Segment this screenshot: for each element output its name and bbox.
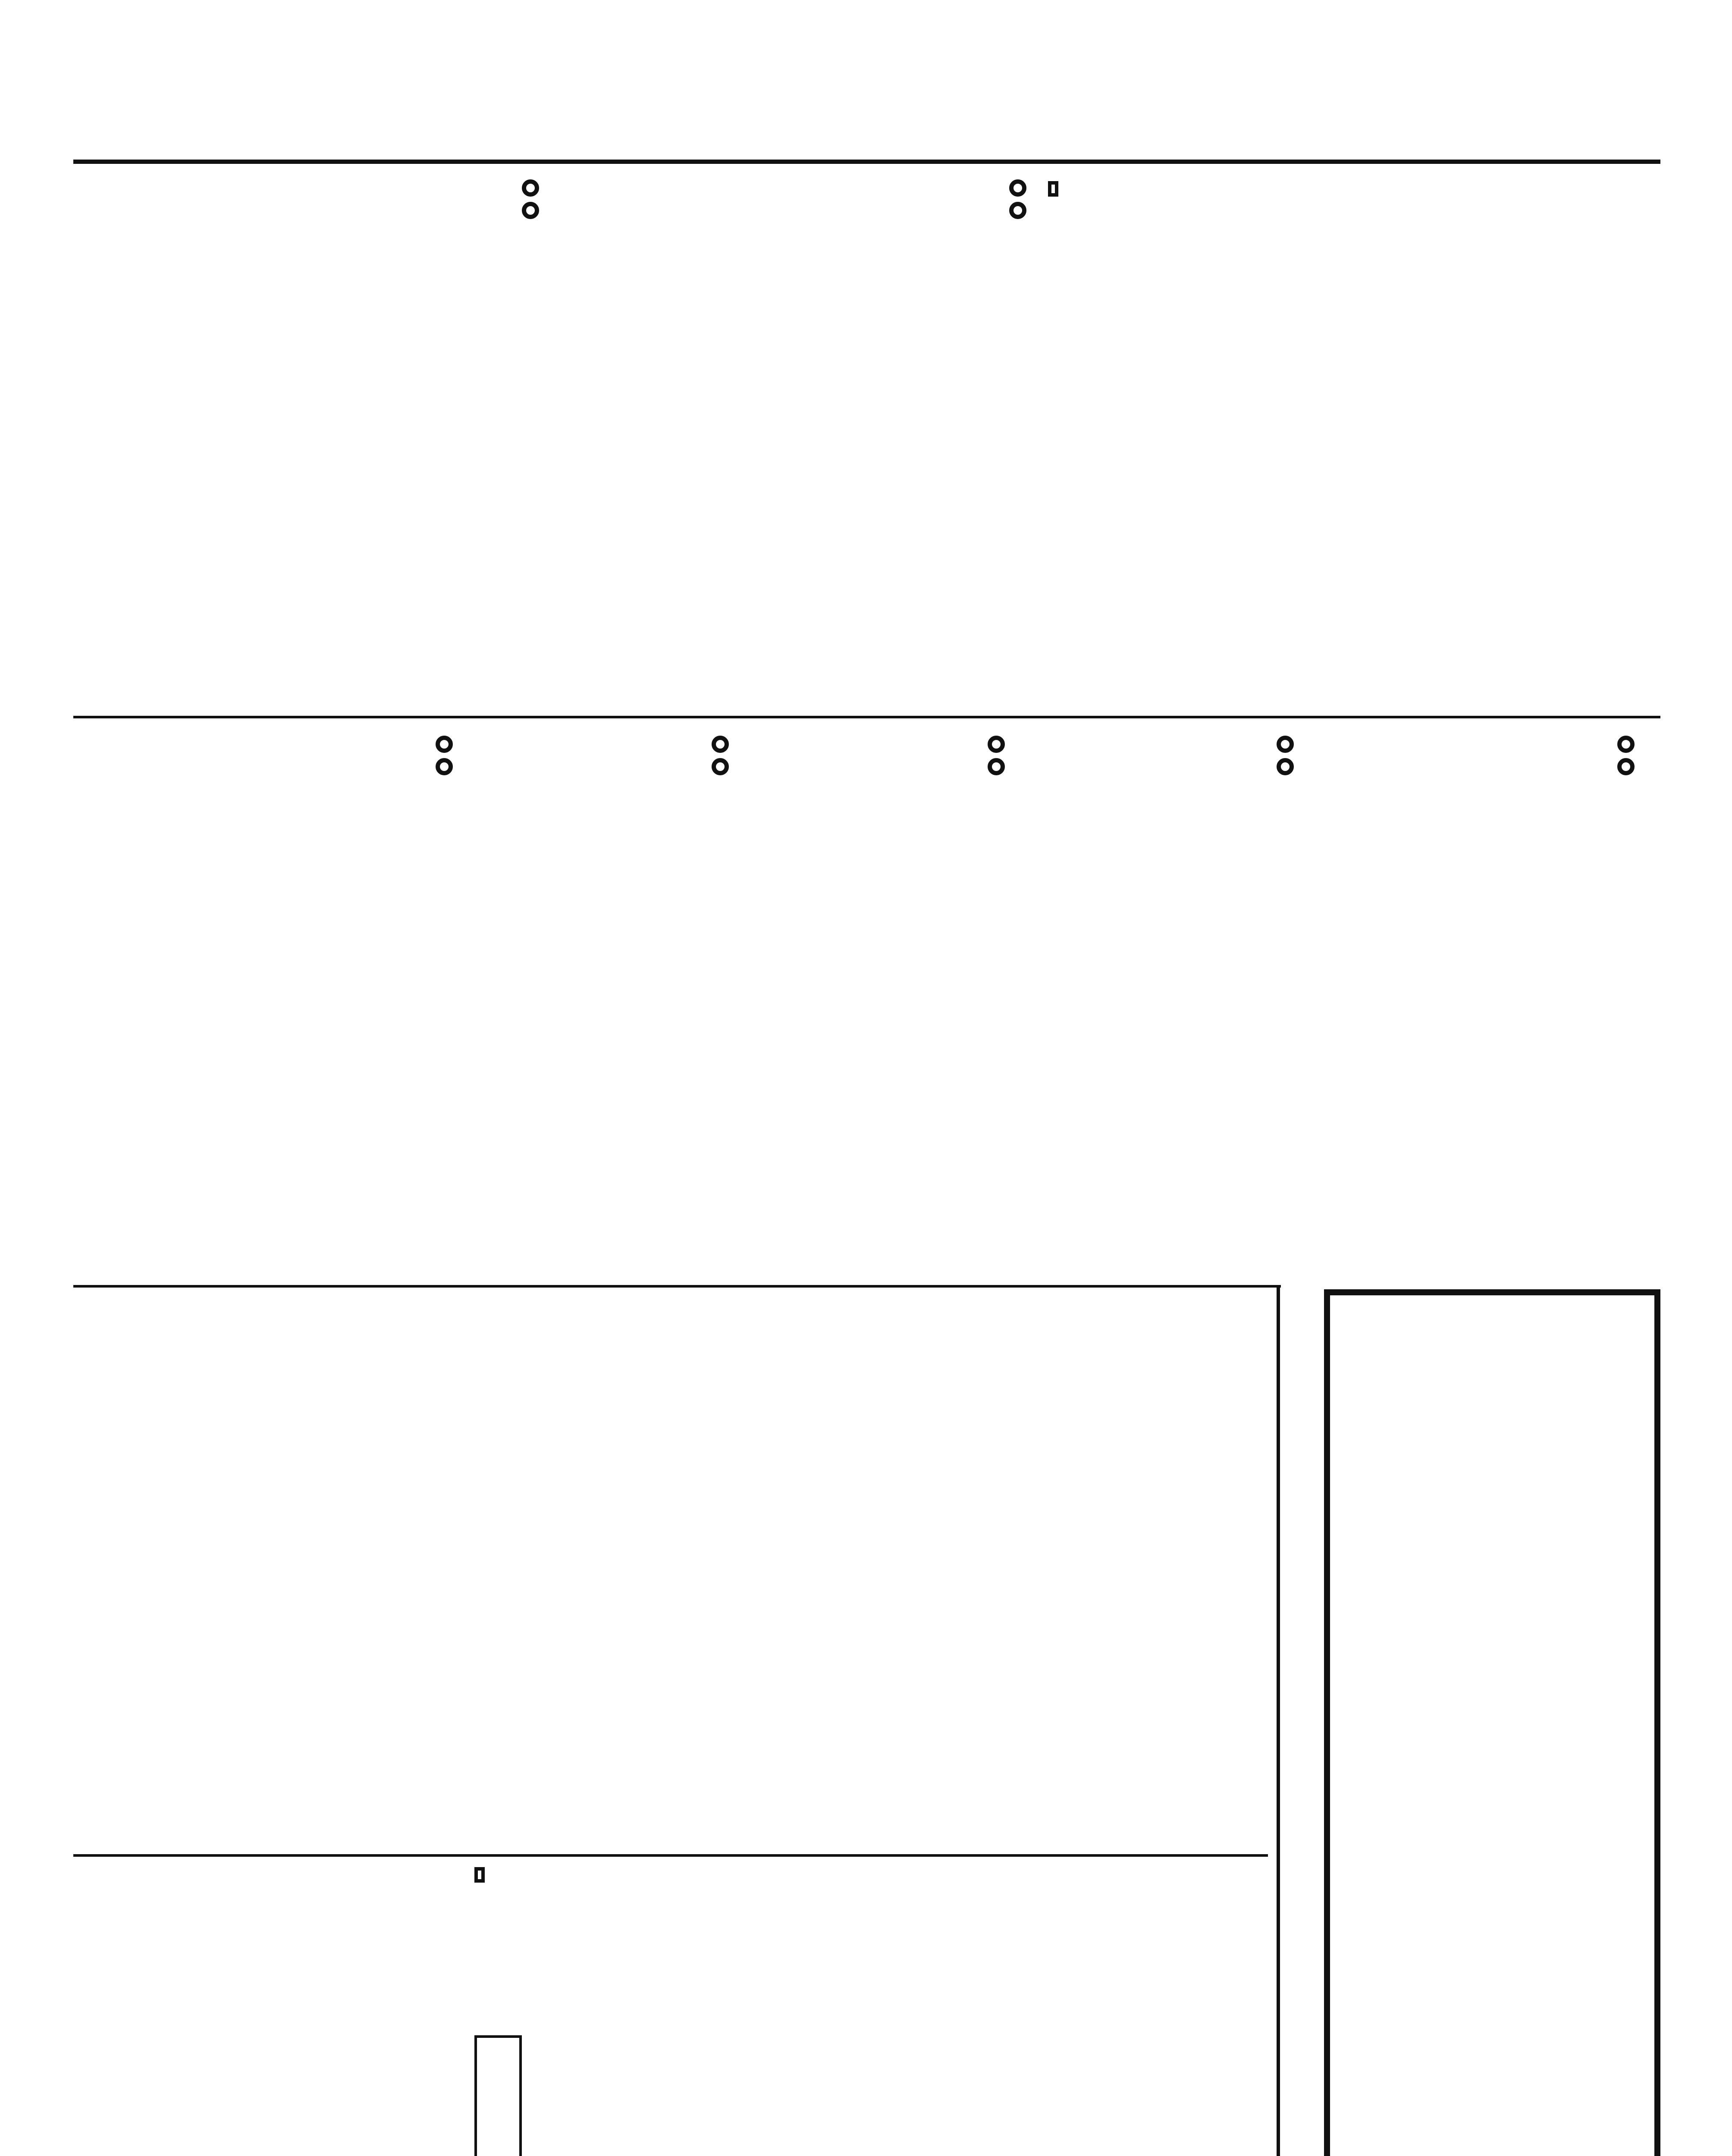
bottom-left-stamp xyxy=(474,2035,522,2156)
row-rule-3 xyxy=(73,1854,1268,1857)
bullet-icon xyxy=(1277,736,1294,753)
bullet-icon xyxy=(522,202,539,219)
small-ad-c-text xyxy=(82,1294,328,1846)
bottom-left-text xyxy=(185,1867,466,2156)
factional-strife-text xyxy=(556,168,992,711)
strike-headline xyxy=(699,733,742,778)
section-header xyxy=(1048,181,1058,197)
labour-conf-headline xyxy=(423,733,466,778)
ad-divider xyxy=(1277,1285,1280,2156)
strike-text xyxy=(474,724,694,1281)
bullet-icon xyxy=(988,758,1005,775)
bullet-icon xyxy=(1009,202,1026,219)
small-ad-a-text xyxy=(509,1294,621,1846)
bottom-right-ad-text xyxy=(932,1867,1268,2156)
price-list xyxy=(664,1294,1130,1846)
bullet-icon xyxy=(1277,758,1294,775)
small-ad-d xyxy=(1139,1294,1268,1846)
bottom-center-text xyxy=(552,1867,832,2156)
bullet-icon xyxy=(436,758,453,775)
bullet-icon xyxy=(1617,736,1635,753)
row-rule-1 xyxy=(73,716,1660,718)
bullet-icon xyxy=(712,736,729,753)
italy-policy-text xyxy=(750,724,970,1281)
small-ad-b-text xyxy=(367,1294,474,1846)
bottom-left-date xyxy=(155,1867,181,2156)
bottom-right-ad-sign xyxy=(901,2070,927,2156)
bullet-icon xyxy=(436,736,453,753)
bullet-icon xyxy=(712,758,729,775)
siege-headline xyxy=(1604,733,1647,778)
main-ad-frame xyxy=(1324,1289,1660,2156)
siege-text xyxy=(1315,724,1600,1281)
row-rule-2 xyxy=(73,1285,1281,1288)
labour-conf-text xyxy=(78,724,418,1281)
lead-article-text xyxy=(1078,168,1656,711)
masthead-rule xyxy=(73,160,1660,164)
bullet-icon xyxy=(1009,179,1026,197)
bullet-icon xyxy=(522,179,539,197)
factional-strife-headline xyxy=(996,177,1039,222)
masthead-title xyxy=(699,60,1087,160)
bottom-left-title xyxy=(474,1867,485,1883)
bullet-icon xyxy=(988,736,1005,753)
bottom-left-address xyxy=(82,1867,104,2156)
hungary-headline xyxy=(509,177,552,222)
bottom-center-date xyxy=(526,1867,548,2156)
italy-policy-headline xyxy=(975,733,1018,778)
russia-pow-headline xyxy=(1264,733,1307,778)
hungary-text xyxy=(78,168,505,711)
bullet-icon xyxy=(1617,758,1635,775)
russia-pow-text xyxy=(1026,724,1259,1281)
